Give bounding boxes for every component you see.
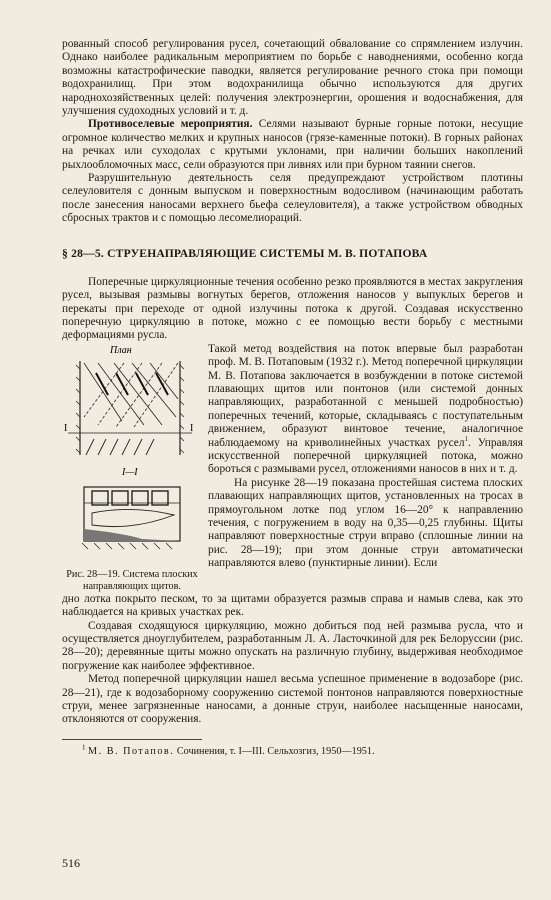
section-title: § 28—5. СТРУЕНАПРАВЛЯЮЩИЕ СИСТЕМЫ М. В. ПОТАПОВА <box>62 246 428 260</box>
figtext-1-end: . Управляя искусственной поперечной циркуляцией потока, можно бороться с размывами русел, отложениями наносов в них и т. д. <box>208 436 523 476</box>
figure-side-text <box>208 343 523 593</box>
term-antiselevye: Противоселевые мероприятия. <box>88 118 253 131</box>
paragraph-dno: дно лотка покрыто песком, то за щитами образуется размыв справа и намыв слева, как это наблюдается на кривых участках рек. <box>62 592 523 619</box>
footnote-ref: 1 <box>464 434 469 443</box>
paragraph-figure-description: На рисунке 28—19 показана простейшая система плоских плавающих направляющих щитов, установленных на тросах в прямоугольном лотке под углом 16—20° к направлению течения, с погружением в воду на 0,35—0,25 глубины. Щиты направляют поверхностные струи вправо (сплошные линии на рис. 28—19); при этом донные струи автоматически направляются влево (пунктирные линии). Если <box>208 476 523 570</box>
page-number: 516 <box>62 856 80 870</box>
figure-28-19 <box>62 343 202 593</box>
paragraph-continuation: рованный способ регулирования русел, сочетающий обвалование со спрямлением излучин. Однако наиболее радикальным мероприятием по борьбе с наводнениями, особенно когда возможны катастрофические паводки, является регулирование речного стока при помощи водохранилищ. При этом водохранилища обычно используются для других народнохозяйственных целей: получения электроэнергии, орошения и водоснабжения, для улучшения судоходных условий и т. д. <box>62 38 523 118</box>
footnote-author: М. В. Потапов. <box>88 745 175 757</box>
label-I-left: I <box>64 422 68 434</box>
figtext-1: Такой метод воздействия на поток впервые был разработан проф. М. В. Потаповым (1932 г.). Метод поперечной циркуляции М. В. Потапова заключается в возбуждении в потоке системой плавающих щитов или понтонов (или системой донных направляющих, разработанной с меньшей подробностью) поперечных течений, которые, складываясь с поступательным движением, образуют винтовое течение, аналогичное наблюдаемому на криволинейных участках русел <box>208 342 523 449</box>
paragraph-antiselevye <box>62 118 523 172</box>
page-body <box>62 38 523 758</box>
figure-drawing <box>62 343 202 565</box>
paragraph-sozdav: Создавая сходящуюся циркуляцию, можно добиться под ней размыва русла, что и осуществляется дноуглубителем, разработанным Л. А. Ласточкиной для рек Белоруссии (рис. 28—20); деревянные щиты можно опускать на различную глубину, выдерживая необходимое погружение как наиболее эффективное. <box>62 619 523 672</box>
paragraph-metod: Метод поперечной циркуляции нашел весьма успешное применение в водозаборе (рис. 28—21), где к водозаборному сооружению системой понтонов направляются поверхностные струи, менее загрязненные наносами, а донные струи, наиболее насыщенные наносами, отклоняются от сооружения. <box>62 673 523 726</box>
paragraph-poperech: Поперечные циркуляционные течения особенно резко проявляются в местах закругления русел, вызывая размывы вогнутых берегов, отложения наносов у выпуклых берегов и перекаты при переходе от одной излучины потока к другой. Создавая искусственно поперечную циркуляцию в потоке, можно с ее помощью вести борьбу с местными деформациями русла. <box>62 275 523 342</box>
label-I-right: I <box>190 422 194 434</box>
text-antiselevye: Селями называют бурные горные потоки, несущие огромное количество мелких и крупных наносов (грязе-каменные потоки). В горных районах на речках или суходолах с крутыми уклонами, при наличии больших накоплений рыхлообломочных масс, сели образуются при ливнях или при бурном таянии снегов. <box>62 118 523 171</box>
paragraph-razrush: Разрушительную деятельность селя предупреждают устройством плотины селеуловителя с донным выпуском и поверхностным водосливом (начинающим работать после занесения наносами верхнего бьефа селеуловителя), а также устройством обводных сбросных трактов и с помощью лесомелиораций. <box>62 172 523 225</box>
footnote <box>62 743 523 758</box>
label-section: I—I <box>122 466 138 478</box>
label-plan: План <box>110 344 132 356</box>
figure-caption: Рис. 28—19. Система плоских направляющих щитов. <box>66 568 198 592</box>
footnote-divider <box>62 739 202 740</box>
figure-block <box>62 343 523 593</box>
paragraph-metod-potapova <box>208 343 523 477</box>
footnote-text: Сочинения, т. I—III. Сельхозгиз, 1950—1951. <box>174 745 375 757</box>
footnote-mark: 1 <box>82 743 86 752</box>
